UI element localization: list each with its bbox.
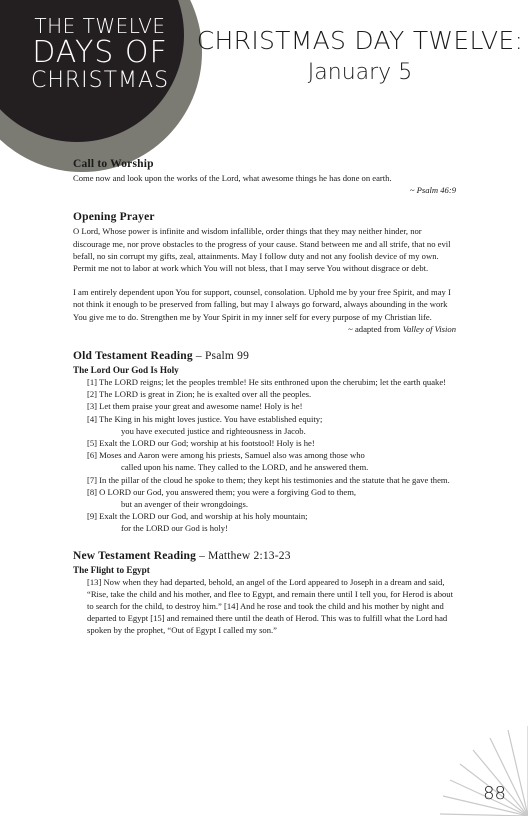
call-to-worship-heading: Call to Worship — [73, 158, 154, 170]
verse-continuation: called upon his name. They called to the LORD, and he answered them. — [121, 462, 369, 473]
old-testament-reference: – Psalm 99 — [192, 350, 250, 363]
page-date: January 5 — [307, 60, 413, 85]
devotional-content — [73, 157, 456, 637]
old-testament-heading — [73, 349, 456, 363]
new-testament-heading — [73, 549, 456, 563]
call-to-worship-reference: ~ Psalm 46:9 — [409, 185, 456, 196]
attribution-prefix: ~ adapted from — [348, 323, 403, 334]
verse-line: [8] O LORD our God, you answered them; you were a forgiving God to them, — [87, 486, 357, 497]
old-testament-subheading: The Lord Our God Is Holy — [73, 365, 179, 376]
attribution-source: Valley of Vision — [402, 323, 456, 334]
verse-line: [4] The King in his might loves justice. You have established equity; — [87, 413, 323, 424]
new-testament-reference: – Matthew 2:13-23 — [196, 549, 291, 562]
verse-continuation: but an avenger of their wrongdoings. — [121, 499, 248, 510]
new-testament-label: New Testament Reading — [73, 549, 197, 562]
new-testament-subheading: The Flight to Egypt — [73, 564, 150, 575]
verse-line: [1] The LORD reigns; let the peoples tremble! He sits enthroned upon the cherubim; let the earth quake! — [87, 377, 446, 388]
verse-line: [3] Let them praise your great and awesome name! Holy is he! — [87, 401, 303, 412]
opening-prayer-paragraph-2: I am entirely dependent upon You for support, counsel, consolation. Uphold me by your free Spirit, and may I not think it enough to be preserved from falling, but may I always go forward, always abounding in the work You give me to do. Strengthen me by Your Spirit in my inner self for every purpose of my Christian life. — [73, 287, 451, 322]
verse-line: [5] Exalt the LORD our God; worship at his footstool! Holy is he! — [87, 438, 315, 449]
verse-line: [2] The LORD is great in Zion; he is exalted over all the peoples. — [87, 389, 312, 400]
badge-line-3: CHRISTMAS — [30, 68, 170, 93]
new-testament-text: [13] Now when they had departed, behold, an angel of the Lord appeared to Joseph in a dream and said, “Rise, take the child and his mother, and flee to Egypt, and remain there until I tell you, for Herod is about to search for the child, to destroy him.” [14] And he rose and took the child and his mother by night and departed to Egypt [15] and remained there until the death of Herod. This was to fulfill what the Lord had spoken by the prophet, “Out of Egypt I called my son.” — [87, 576, 453, 636]
verse-line: [7] In the pillar of the cloud he spoke to them; they kept his testimonies and the statute that he gave them. — [87, 474, 450, 485]
badge-line-1: THE TWELVE — [34, 14, 166, 38]
opening-prayer-heading: Opening Prayer — [73, 211, 155, 224]
verse-line: [9] Exalt the LORD our God, and worship at his holy mountain; — [87, 511, 308, 522]
old-testament-label: Old Testament Reading — [73, 350, 193, 363]
call-to-worship-text: Come now and look upon the works of the Lord, what awesome things he has done on earth. — [73, 173, 392, 183]
opening-prayer-attribution — [73, 323, 456, 335]
opening-prayer-paragraph-1: O Lord, Whose power is infinite and wisdom infallible, order things that they may neither hinder, nor discourage me, nor prove obstacles to the progress of your cause. Stand between me and all strife, that no evil befall, no sin corrupt my gifts, zeal, attainments. May I follow duty and not any foolish device of my own. Permit me not to labor at work which You will not bless, that I may serve You without disgrace or debt. — [73, 226, 451, 274]
page-title: CHRISTMAS DAY TWELVE: — [196, 26, 524, 55]
verse-line: [6] Moses and Aaron were among his priests, Samuel also was among those who — [87, 450, 365, 461]
old-testament-verses — [73, 376, 456, 535]
starburst-decoration — [428, 716, 528, 816]
verse-continuation: for the LORD our God is holy! — [121, 523, 228, 534]
badge-line-2: DAYS OF — [32, 35, 168, 70]
page-number: 88 — [483, 783, 506, 804]
series-badge — [20, 16, 180, 92]
verse-continuation: you have executed justice and righteousness in Jacob. — [121, 425, 306, 436]
